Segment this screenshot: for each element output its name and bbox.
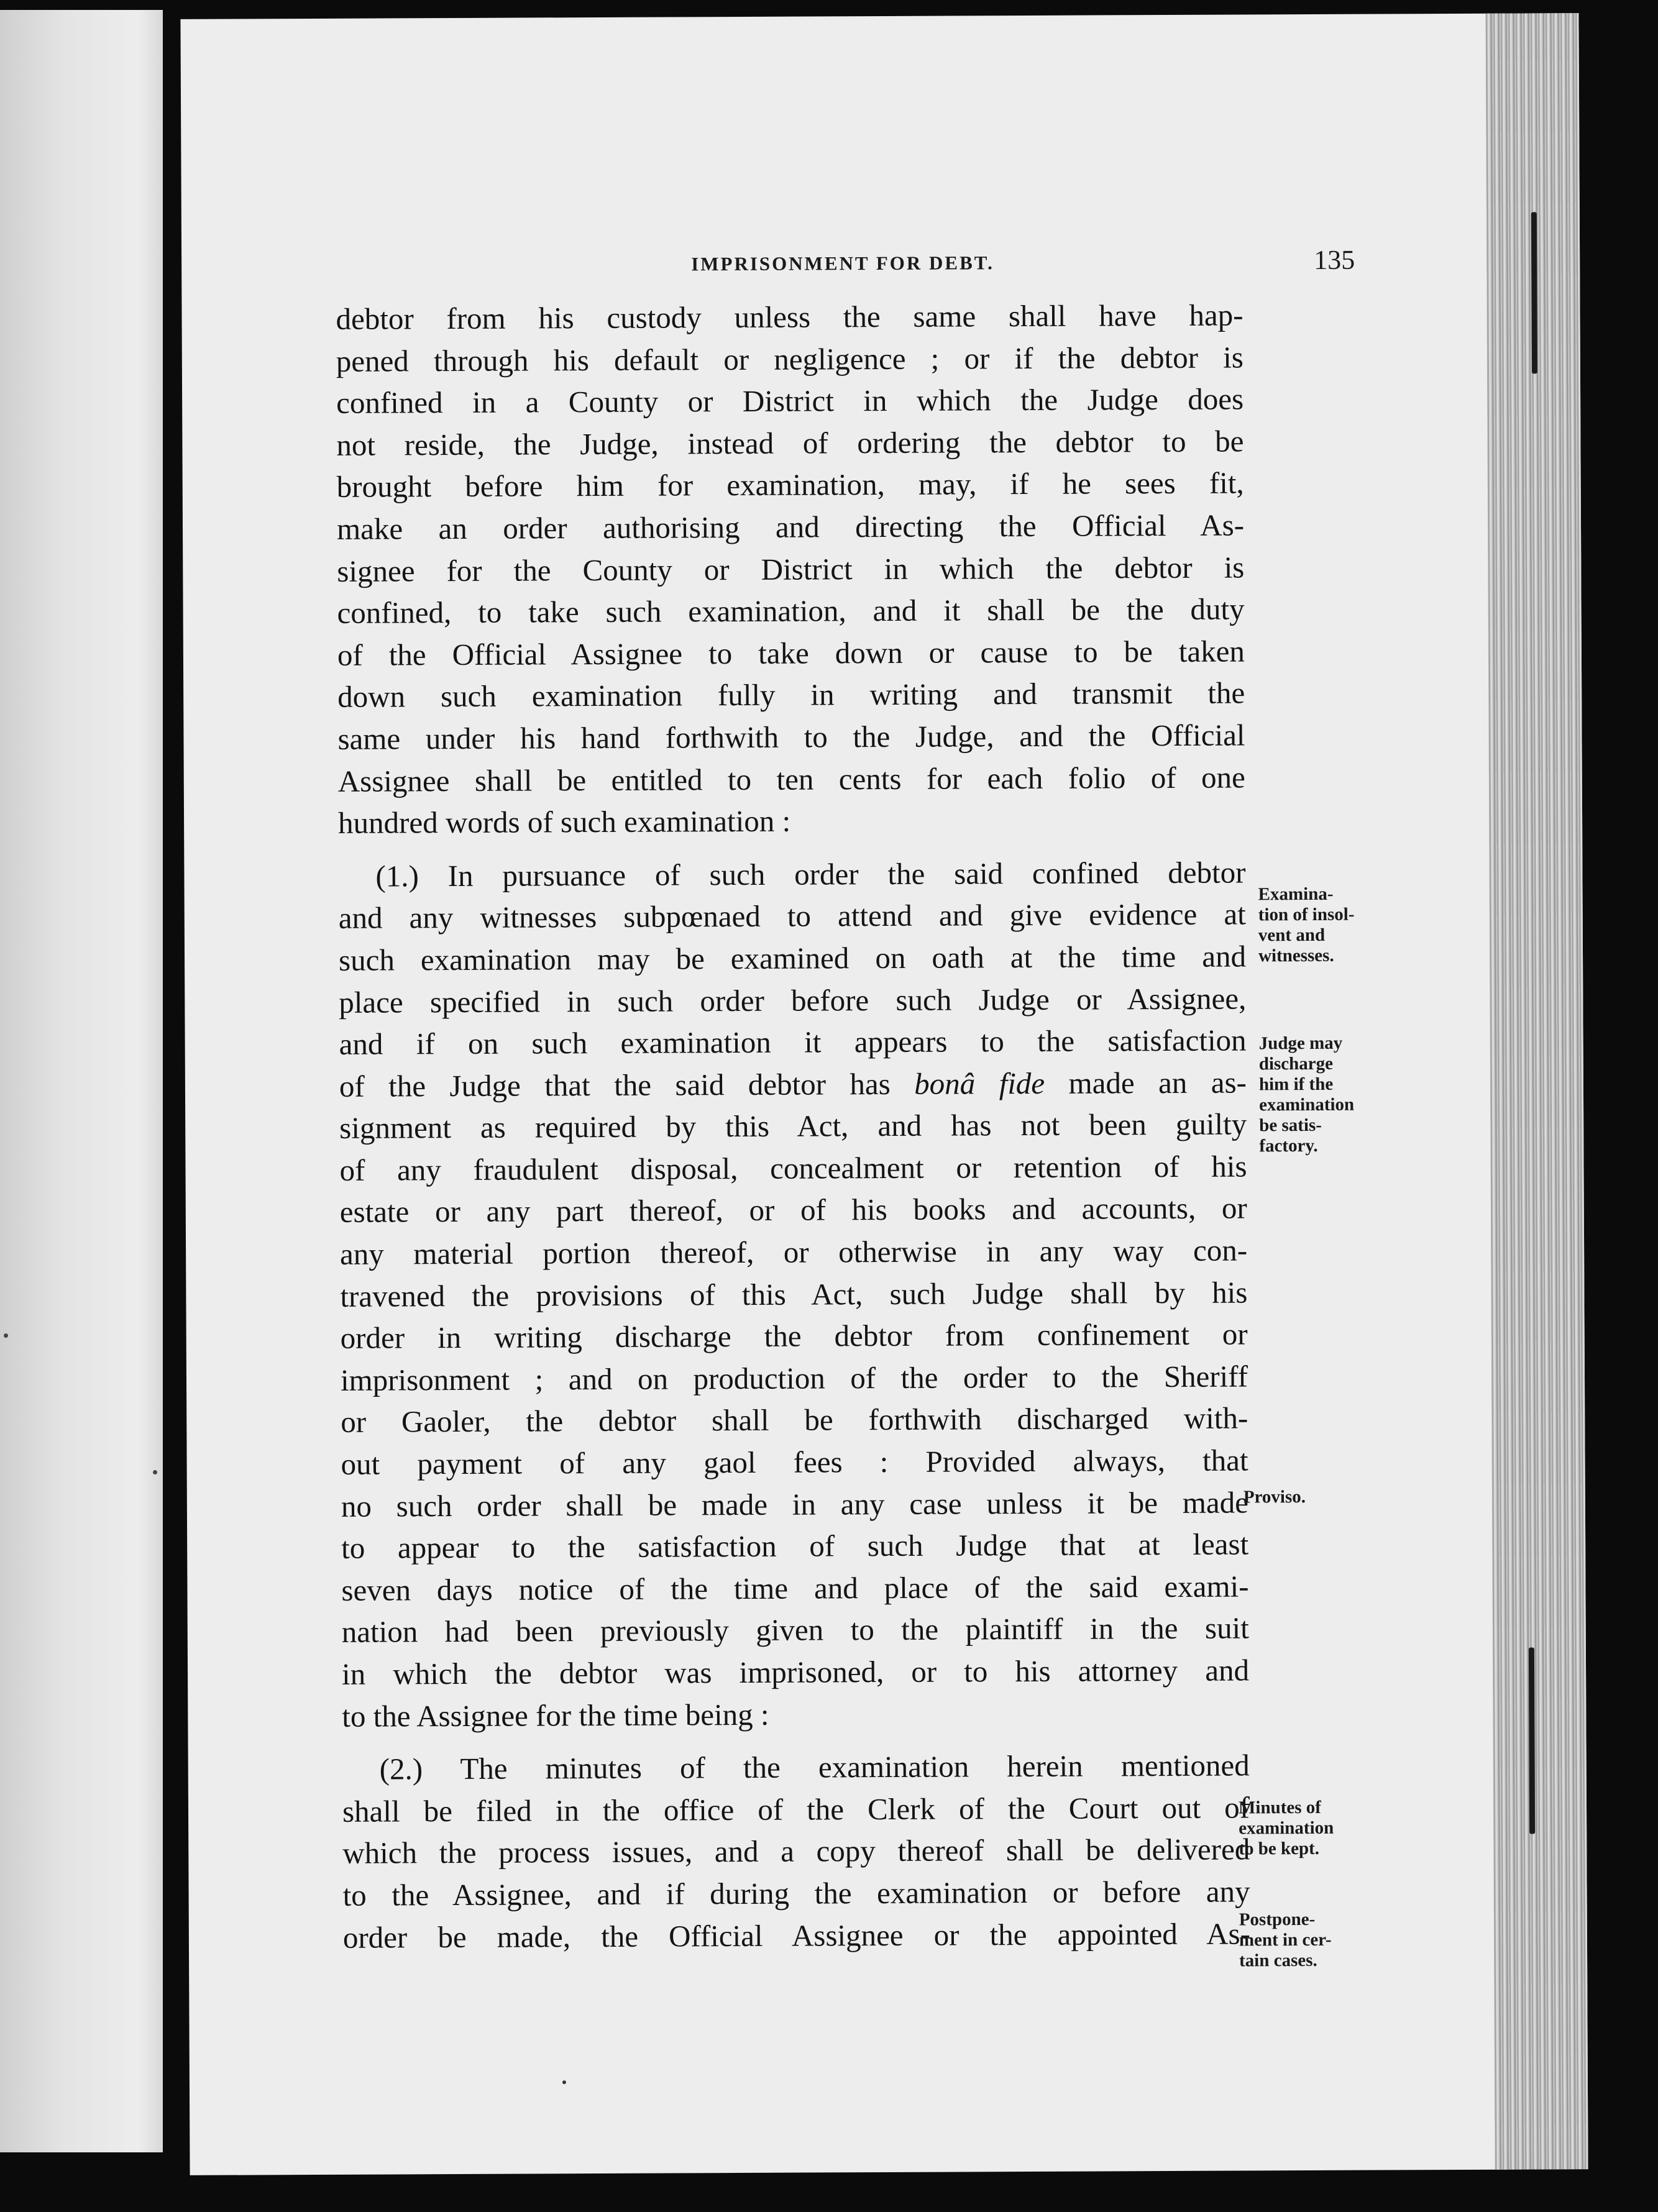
- margin-note-line: him if the: [1258, 1074, 1334, 1095]
- margin-note-line: Minutes of: [1238, 1797, 1322, 1818]
- text-line: pened through his default or negligence ; or if the debtor is: [336, 340, 1244, 378]
- text-line: to the Assignee, and if during the examination or before any: [342, 1874, 1250, 1913]
- margin-note-line: to be kept.: [1239, 1838, 1320, 1859]
- text-line: order in writing discharge the debtor from confinement or: [340, 1317, 1248, 1356]
- text-segment: made an as-: [1068, 1065, 1247, 1100]
- page-speck: [562, 2080, 566, 2084]
- text-line: no such order shall be made in any case unless it be made: [341, 1485, 1248, 1524]
- running-head: IMPRISONMENT FOR DEBT.: [691, 252, 994, 275]
- edge-mark: [1529, 1647, 1535, 1834]
- margin-note-line: discharge: [1258, 1053, 1334, 1074]
- text-line: in which the debtor was imprisoned, or to his attorney and: [341, 1653, 1250, 1691]
- margin-note-line: Judge may: [1258, 1033, 1343, 1054]
- text-line: make an order authorising and directing the Official As-: [336, 508, 1245, 546]
- text-line: any material portion thereof, or otherwise in any way con-: [339, 1233, 1248, 1271]
- margin-note-discharge: [1259, 1033, 1355, 1157]
- text-line: seven days notice of the time and place of the said exami-: [341, 1569, 1249, 1607]
- margin-note-line: examination: [1239, 1817, 1334, 1839]
- text-line: which the process issues, and a copy thereof shall be delivered: [342, 1832, 1250, 1871]
- text-line: estate or any part thereof, or of his books and accounts, or: [339, 1191, 1247, 1230]
- margin-note-line: witnesses.: [1258, 945, 1334, 966]
- text-line: debtor from his custody unless the same shall have hap-: [336, 298, 1244, 336]
- text-line: signee for the County or District in which the debtor is: [337, 550, 1245, 588]
- margin-note-line: Proviso.: [1243, 1487, 1306, 1507]
- text-line: such examination may be examined on oath at the time and: [338, 939, 1247, 977]
- margin-note-line: factory.: [1259, 1135, 1318, 1156]
- page-edges: [1485, 13, 1588, 2170]
- text-line: place specified in such order before such Judge or Assignee,: [339, 980, 1247, 1020]
- body-text: [336, 294, 1250, 1958]
- text-line: confined in a County or District in which the Judge does: [336, 382, 1244, 421]
- margin-note-line: vent and: [1258, 925, 1326, 946]
- margin-note-postponement: [1239, 1909, 1332, 1972]
- edge-mark: [1531, 212, 1537, 373]
- margin-note-line: tion of insol-: [1258, 904, 1355, 925]
- left-facing-page: [0, 10, 163, 2152]
- text-line: nation had been previously given to the plaintiff in the suit: [341, 1611, 1249, 1650]
- text-line: order be made, the Official Assignee or the appointed As-: [342, 1916, 1251, 1955]
- text-line: travened the provisions of this Act, such Judge shall by his: [340, 1275, 1248, 1314]
- text-line: imprisonment ; and on production of the order to the Sheriff: [340, 1359, 1248, 1397]
- text-line: or Gaoler, the debtor shall be forthwith discharged with-: [341, 1401, 1248, 1440]
- page-speck: [4, 1333, 8, 1338]
- text-line: down such examination fully in writing and transmit the: [337, 675, 1245, 715]
- text-line: same under his hand forthwith to the Judge, and the Official: [337, 718, 1245, 756]
- text-line: not reside, the Judge, instead of ordering the debtor to be: [336, 424, 1244, 462]
- margin-note-minutes: [1239, 1798, 1334, 1860]
- text-line: shall be filed in the office of the Clerk of the Court out of: [342, 1790, 1250, 1829]
- text-segment: of the Judge that the said debtor has: [339, 1066, 891, 1104]
- text-line-with-italic: [339, 1061, 1247, 1107]
- text-line: confined, to take such examination, and it shall be the duty: [337, 592, 1245, 630]
- text-line: of any fraudulent disposal, concealment or retention of his: [339, 1149, 1247, 1187]
- text-line: hundred words of such examination :: [337, 803, 791, 840]
- page-speck: [153, 1470, 157, 1474]
- text-line: Assignee shall be entitled to ten cents for each folio of one: [337, 759, 1245, 798]
- text-line: out payment of any gaol fees : Provided always, that: [341, 1443, 1248, 1481]
- text-line: to appear to the satisfaction of such Judge that at least: [341, 1527, 1249, 1566]
- italic-phrase: bonâ fide: [914, 1066, 1045, 1101]
- margin-note-line: be satis-: [1259, 1115, 1322, 1136]
- book-page: [180, 13, 1588, 2175]
- margin-note-line: ment in cer-: [1239, 1929, 1332, 1950]
- margin-note-line: Postpone-: [1239, 1909, 1316, 1930]
- margin-note-line: tain cases.: [1239, 1950, 1317, 1971]
- text-line: to the Assignee for the time being :: [342, 1697, 769, 1734]
- text-line: and any witnesses subpœnaed to attend and give evidence at: [338, 897, 1246, 936]
- text-line: and if on such examination it appears to the satisfaction: [339, 1023, 1247, 1061]
- margin-note-examination: [1258, 884, 1355, 967]
- text-line: of the Official Assignee to take down or cause to be taken: [337, 634, 1245, 672]
- text-line: (1.) In pursuance of such order the said confined debtor: [375, 855, 1246, 893]
- page-number: 135: [1314, 244, 1355, 275]
- text-line: brought before him for examination, may, if he sees fit,: [336, 465, 1244, 505]
- margin-note-line: examination: [1259, 1094, 1355, 1115]
- text-line: (2.) The minutes of the examination herein mentioned: [379, 1748, 1250, 1786]
- text-line: signment as required by this Act, and has not been guilty: [339, 1107, 1247, 1146]
- margin-note-line: Examina-: [1258, 884, 1334, 905]
- margin-note-proviso: [1244, 1487, 1306, 1507]
